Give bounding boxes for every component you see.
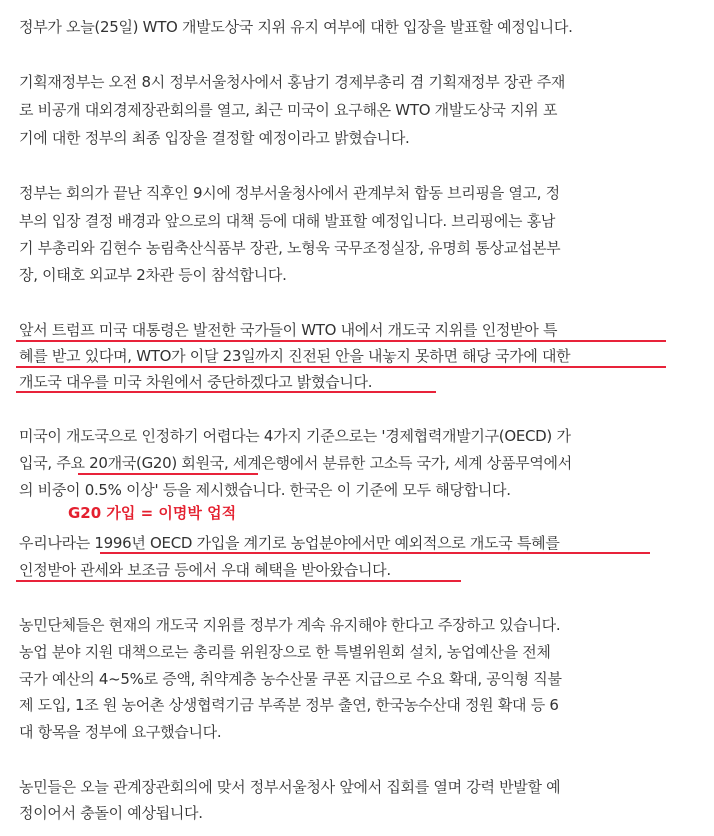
paragraph-line: 개도국 대우를 미국 차원에서 중단하겠다고 밝혔습니다.	[19, 373, 373, 391]
paragraph-line: 부의 입장 결정 배경과 앞으로의 대책 등에 대해 발표할 예정입니다. 브리핑에는 홍남	[19, 212, 556, 230]
paragraph-line: 기 부총리와 김현수 농림축산식품부 장관, 노형욱 국무조정실장, 유명희 통상교섭본부	[19, 239, 561, 257]
paragraph-line: 정이어서 충돌이 예상됩니다.	[19, 804, 203, 822]
paragraph-line: 기획재정부는 오전 8시 정부서울청사에서 홍남기 경제부총리 겸 기획재정부 장관 주재	[19, 73, 566, 91]
paragraph-line: 의 비중이 0.5% 이상' 등을 제시했습니다. 한국은 이 기준에 모두 해당합니다.	[19, 481, 511, 499]
paragraph-line: 우리나라는 1996년 OECD 가입을 계기로 농업분야에서만 예외적으로 개도국 특혜를	[19, 534, 560, 552]
paragraph-line: 농민들은 오늘 관계장관회의에 맞서 정부서울청사 앞에서 집회를 열며 강력 반발할 예	[19, 778, 561, 796]
paragraph-line: 미국이 개도국으로 인정하기 어렵다는 4가지 기준으로는 '경제협력개발기구(OECD) 가	[19, 427, 571, 445]
paragraph-line: 제 도입, 1조 원 농어촌 상생협력기금 부족분 정부 출연, 한국농수산대 정원 확대 등 6	[19, 696, 559, 714]
paragraph-line: 장, 이태호 외교부 2차관 등이 참석합니다.	[19, 266, 287, 284]
highlight-underline	[16, 340, 666, 342]
paragraph-line: 농업 분야 지원 대책으로는 총리를 위원장으로 한 특별위원회 설치, 농업예산을 전체	[19, 643, 551, 661]
paragraph-line: 인정받아 관세와 보조금 등에서 우대 혜택을 받아왔습니다.	[19, 561, 391, 579]
paragraph-line: 로 비공개 대외경제장관회의를 열고, 최근 미국이 요구해온 WTO 개발도상국 지위 포	[19, 101, 558, 119]
paragraph-line: 정부가 오늘(25일) WTO 개발도상국 지위 유지 여부에 대한 입장을 발표할 예정입니다.	[19, 18, 573, 36]
paragraph-line: 대 항목을 정부에 요구했습니다.	[19, 723, 222, 741]
highlight-underline	[16, 391, 436, 393]
paragraph-line: 혜를 받고 있다며, WTO가 이달 23일까지 진전된 안을 내놓지 못하면 해당 국가에 대한	[19, 347, 571, 365]
paragraph-line: 기에 대한 정부의 최종 입장을 결정할 예정이라고 밝혔습니다.	[19, 129, 410, 147]
highlight-underline	[100, 552, 650, 554]
paragraph-line: 정부는 회의가 끝난 직후인 9시에 정부서울청사에서 관계부처 합동 브리핑을 열고, 정	[19, 184, 560, 202]
paragraph-line: 앞서 트럼프 미국 대통령은 발전한 국가들이 WTO 내에서 개도국 지위를 인정받아 특	[19, 321, 558, 339]
highlight-underline	[78, 473, 258, 475]
handwritten-annotation: G20 가입 = 이명박 업적	[68, 504, 237, 522]
highlight-underline	[16, 366, 666, 368]
paragraph-line: 입국, 주요 20개국(G20) 회원국, 세계은행에서 분류한 고소득 국가, 세계 상품무역에서	[19, 454, 572, 472]
paragraph-line: 농민단체들은 현재의 개도국 지위를 정부가 계속 유지해야 한다고 주장하고 있습니다.	[19, 616, 561, 634]
highlight-underline	[16, 580, 461, 582]
paragraph-line: 국가 예산의 4~5%로 증액, 취약계층 농수산물 쿠폰 지급으로 수요 확대, 공익형 직불	[19, 670, 562, 688]
